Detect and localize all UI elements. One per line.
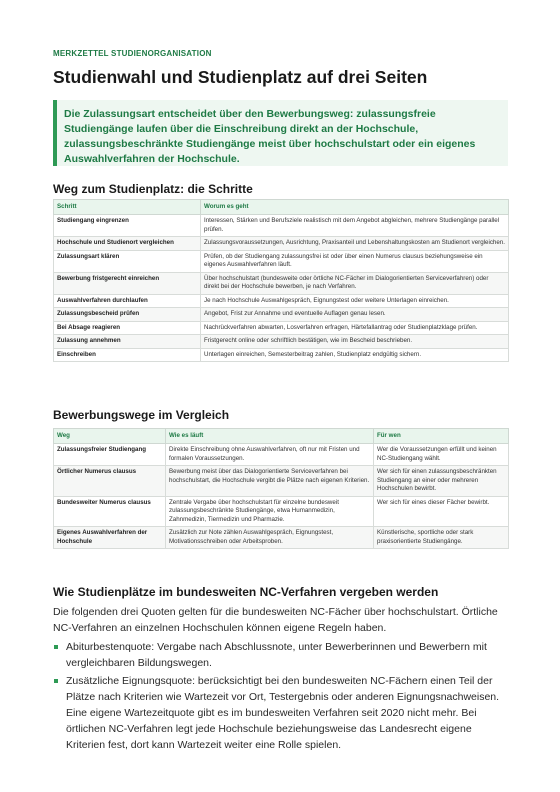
table-cell: Zulassungsart klären — [54, 250, 201, 272]
list-item-text: Zusätzliche Eignungsquote: berücksichtigt bei den bundesweiten NC-Fächern einen Teil der Plätze nach Kriterien wie Wartezeit vor Ort, Testergebnis oder anderen Eignungsnachweisen. Eine eigene Wartezeitquote gibt es im bundesweiten Verfahren seit 2020 nicht mehr. Bei örtlichen NC-Verfahren legt jede Hochschule beziehungsweise das Landesrecht eigene Kriterien fest, dort kann Wartezeit weiter eine Rolle spielen. — [66, 675, 500, 751]
table-row — [54, 496, 509, 527]
table-row — [54, 237, 509, 251]
table-row — [54, 294, 509, 308]
bullet-square-icon — [54, 679, 58, 683]
table-row — [54, 250, 509, 272]
table-row — [54, 444, 509, 466]
steps-table — [53, 199, 509, 362]
table-header-row — [54, 200, 509, 215]
bullet-square-icon — [54, 645, 58, 649]
list-item — [53, 673, 509, 753]
table-row — [54, 466, 509, 497]
table-cell: Zusätzlich zur Note zählen Auswahlgespräch, Eignungstest, Motivationsschreiben oder Arbeitsproben. — [166, 527, 374, 549]
table-cell: Eigenes Auswahlverfahren der Hochschule — [54, 527, 166, 549]
table-cell: Angebot, Frist zur Annahme und eventuelle Auflagen genau lesen. — [201, 308, 509, 322]
table-row — [54, 348, 509, 362]
column-header: Wie es läuft — [166, 429, 374, 444]
table-cell: Unterlagen einreichen, Semesterbeitrag zahlen, Studienplatz endgültig sichern. — [201, 348, 509, 362]
table-cell: Örtlicher Numerus clausus — [54, 466, 166, 497]
section-heading-quotas: Wie Studienplätze im bundesweiten NC-Verfahren vergeben werden — [53, 585, 439, 599]
table-cell: Wer die Voraussetzungen erfüllt und keinen NC-Studiengang wählt. — [374, 444, 509, 466]
list-item — [53, 639, 509, 671]
table-header-row — [54, 429, 509, 444]
table-cell: Wer sich für einen zulassungsbeschränkten Studiengang an einer oder mehreren Hochschulen bewirbt. — [374, 466, 509, 497]
table-cell: Fristgerecht online oder schriftlich bestätigen, wie im Bescheid beschrieben. — [201, 335, 509, 349]
table-cell: Interessen, Stärken und Berufsziele realistisch mit dem Angebot abgleichen, mehrere Studiengänge parallel prüfen. — [201, 215, 509, 237]
column-header: Weg — [54, 429, 166, 444]
column-header: Schritt — [54, 200, 201, 215]
table-row — [54, 215, 509, 237]
table-cell: Über hochschulstart (bundesweite oder örtliche NC-Fächer im Dialogorientierten Serviceverfahren) oder direkt bei der Hochschule bewerben, je nach Verfahren. — [201, 272, 509, 294]
table-cell: Zulassungsfreier Studiengang — [54, 444, 166, 466]
table-cell: Einschreiben — [54, 348, 201, 362]
table-cell: Je nach Hochschule Auswahlgespräch, Eignungstest oder weitere Unterlagen einreichen. — [201, 294, 509, 308]
table-row — [54, 308, 509, 322]
quota-intro-paragraph: Die folgenden drei Quoten gelten für die bundesweiten NC-Fächer über hochschulstart. Örtliche NC-Verfahren an einzelnen Hochschulen können eigene Regeln haben. — [53, 606, 498, 634]
table-cell: Studiengang eingrenzen — [54, 215, 201, 237]
table-cell: Auswahlverfahren durchlaufen — [54, 294, 201, 308]
table-cell: Nachrückverfahren abwarten, Losverfahren erfragen, Härtefallantrag oder Studienplatzklage prüfen. — [201, 321, 509, 335]
table-cell: Künstlerische, sportliche oder stark praxisorientierte Studiengänge. — [374, 527, 509, 549]
table-cell: Zulassungsvoraussetzungen, Ausrichtung, Praxisanteil und Lebenshaltungskosten am Studienort vergleichen. — [201, 237, 509, 251]
table-cell: Zulassungsbescheid prüfen — [54, 308, 201, 322]
table-cell: Bundesweiter Numerus clausus — [54, 496, 166, 527]
page-title: Studienwahl und Studienplatz auf drei Seiten — [53, 67, 428, 87]
table-cell: Direkte Einschreibung ohne Auswahlverfahren, oft nur mit Fristen und formalen Voraussetzungen. — [166, 444, 374, 466]
column-header: Worum es geht — [201, 200, 509, 215]
table-cell: Zulassung annehmen — [54, 335, 201, 349]
table-cell: Bewerbung fristgerecht einreichen — [54, 272, 201, 294]
comparison-table — [53, 428, 509, 549]
quota-list — [53, 639, 509, 755]
table-row — [54, 527, 509, 549]
table-cell: Zentrale Vergabe über hochschulstart für einzelne bundesweit zulassungsbeschränkte Studiengänge, etwa Humanmedizin, Zahnmedizin, Tiermedizin und Pharmazie. — [166, 496, 374, 527]
table-cell: Bei Absage reagieren — [54, 321, 201, 335]
table-cell: Hochschule und Studienort vergleichen — [54, 237, 201, 251]
section-heading-steps: Weg zum Studienplatz: die Schritte — [53, 182, 253, 196]
list-item-text: Abiturbestenquote: Vergabe nach Abschlussnote, unter Bewerberinnen und Bewerbern mit vergleichbaren Bildungswegen. — [66, 641, 487, 669]
column-header: Für wen — [374, 429, 509, 444]
section-heading-comparison: Bewerbungswege im Vergleich — [53, 408, 230, 422]
table-row — [54, 321, 509, 335]
table-row — [54, 335, 509, 349]
table-cell: Wer sich für eines dieser Fächer bewirbt. — [374, 496, 509, 527]
table-cell: Bewerbung meist über das Dialogorientierte Serviceverfahren bei hochschulstart, die Hochschule vergibt die Plätze nach eigenen Kriterien. — [166, 466, 374, 497]
intro-callout: Die Zulassungsart entscheidet über den Bewerbungsweg: zulassungsfreie Studiengänge laufen über die Einschreibung direkt an der Hochschule, zulassungsbeschränkte Studiengänge meist über hochschulstart oder ein eigenes Auswahlverfahren der Hochschule. — [53, 100, 508, 166]
table-cell: Prüfen, ob der Studiengang zulassungsfrei ist oder über einen Numerus clausus beziehungsweise ein eigenes Auswahlverfahren läuft. — [201, 250, 509, 272]
table-row — [54, 272, 509, 294]
eyebrow-label: MERKZETTEL STUDIENORGANISATION — [53, 49, 212, 58]
